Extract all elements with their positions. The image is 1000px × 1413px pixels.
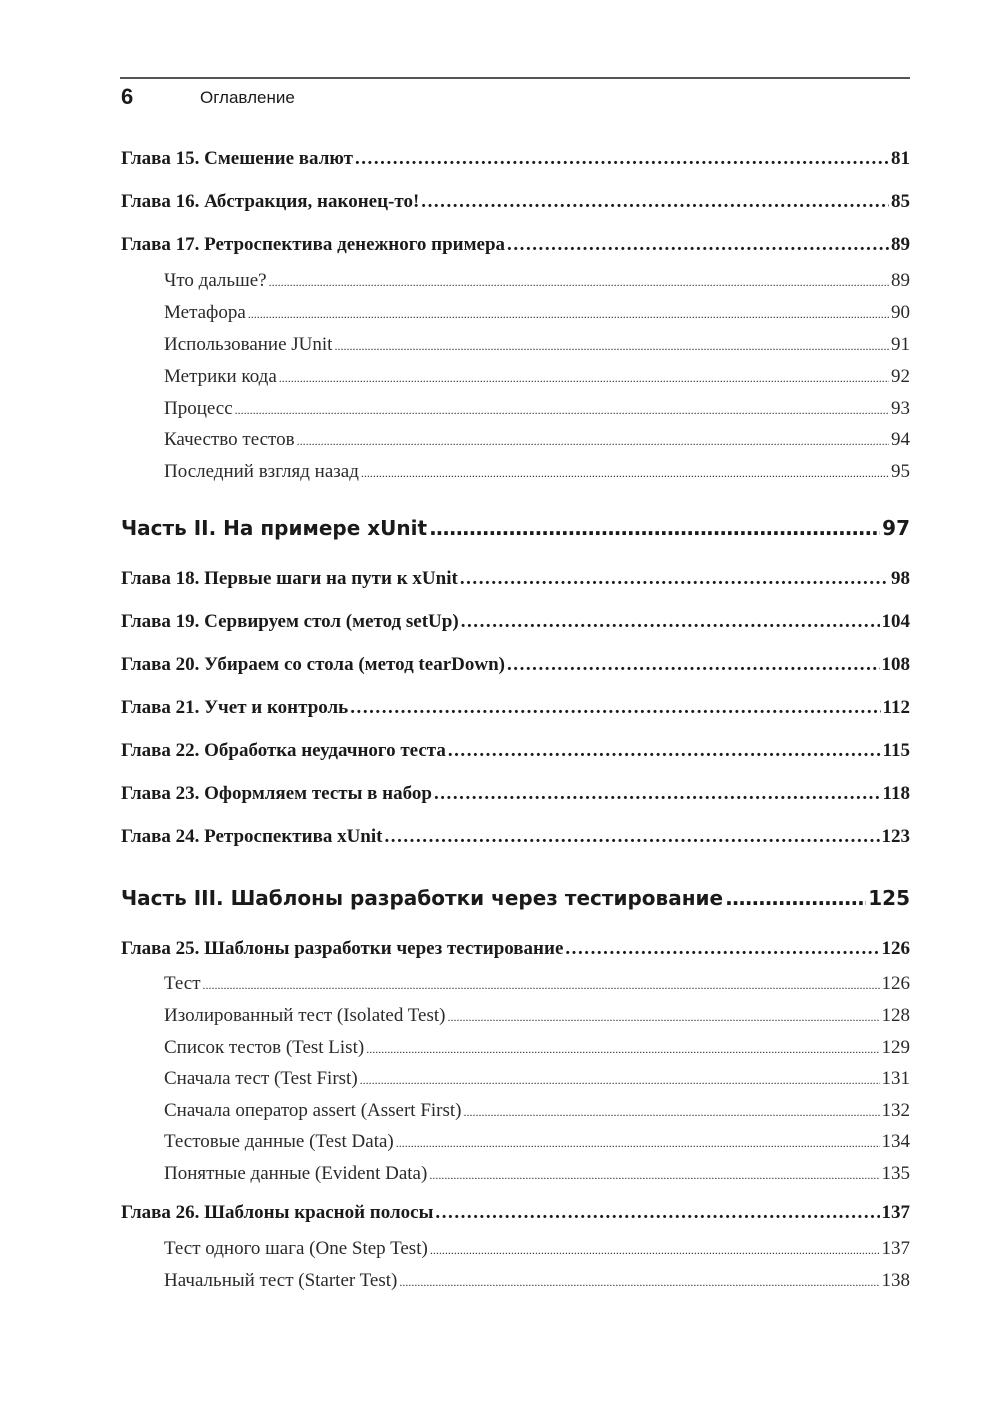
dot-leader [248,307,889,322]
toc-section-entry [121,1100,910,1122]
toc-entry-title: Метафора [164,302,246,323]
toc-section-entry [121,398,910,420]
toc-entry-title: Глава 19. Сервируем стол (метод setUp) [121,611,459,632]
toc-entry-page-number: 129 [881,1037,910,1058]
toc-entry-title: Часть II. На примере xUnit [121,516,428,540]
toc-entry-page-number: 91 [891,334,910,355]
toc-entry-title: Качество тестов [164,429,295,450]
toc-entry-page-number: 97 [882,516,910,540]
toc-entry-page-number: 108 [881,654,910,675]
toc-entry-title: Глава 25. Шаблоны разработки через тестирование [121,938,564,959]
toc-chapter-entry [121,568,910,590]
toc-entry-page-number: 126 [881,938,910,959]
toc-entry-page-number: 126 [881,973,910,994]
toc-chapter-entry [121,1202,910,1224]
toc-section-entry [121,1037,910,1059]
toc-entry-title: Глава 16. Абстракция, наконец-то! [121,191,420,212]
toc-chapter-entry [121,938,910,960]
toc-entry-title: Глава 21. Учет и контроль [121,697,349,718]
toc-section-entry [121,1068,910,1090]
dot-leader [448,740,881,762]
toc-entry-title: Тест [164,973,201,994]
toc-entry-page-number: 138 [881,1270,910,1291]
toc-entry-page-number: 137 [881,1238,910,1259]
dot-leader [279,371,889,386]
toc-entry-page-number: 98 [891,568,910,589]
toc-chapter-entry [121,783,910,805]
toc-entry-title: Глава 15. Смешение валют [121,148,353,169]
toc-section-entry [121,334,910,356]
toc-entry-page-number: 125 [868,886,910,910]
toc-section-entry [121,270,910,292]
dot-leader [269,275,889,290]
toc-section-entry [121,973,910,995]
dot-leader [384,826,879,848]
toc-entry-page-number: 132 [881,1100,910,1121]
toc-entry-page-number: 85 [891,191,910,212]
dot-leader [297,434,889,449]
toc-entry-title: Использование JUnit [164,334,333,355]
toc-chapter-entry [121,191,910,213]
dot-leader [421,191,889,213]
toc-entry-title: Глава 26. Шаблоны красной полосы [121,1202,434,1223]
toc-chapter-entry [121,611,910,633]
toc-entry-title: Глава 24. Ретроспектива xUnit [121,826,383,847]
dot-leader [366,1042,879,1057]
toc-entry-page-number: 137 [881,1202,910,1223]
toc-part-entry [121,516,910,540]
toc-chapter-entry [121,234,910,256]
dot-leader [203,978,880,993]
toc-section-entry [121,461,910,483]
toc-entry-page-number: 115 [882,740,910,761]
toc-entry-title: Понятные данные (Evident Data) [164,1163,428,1184]
dot-leader [725,886,866,910]
dot-leader [361,466,889,481]
toc-entry-page-number: 118 [882,783,910,804]
toc-entry-title: Начальный тест (Starter Test) [164,1270,398,1291]
toc-entry-title: Изолированный тест (Isolated Test) [164,1005,446,1026]
toc-entry-title: Тестовые данные (Test Data) [164,1131,394,1152]
toc-section-entry [121,429,910,451]
toc-entry-page-number: 123 [881,826,910,847]
dot-leader [334,339,889,354]
header-rule [120,77,910,79]
dot-leader [434,783,881,805]
dot-leader [396,1136,880,1151]
toc-chapter-entry [121,740,910,762]
toc-entry-page-number: 89 [891,270,910,291]
toc-section-entry [121,1131,910,1153]
toc-part-entry [121,886,910,910]
dot-leader [399,1275,879,1290]
toc-chapter-entry [121,826,910,848]
dot-leader [435,1202,879,1224]
toc-entry-title: Сначала оператор assert (Assert First) [164,1100,462,1121]
toc-chapter-entry [121,148,910,170]
toc-entry-title: Глава 20. Убираем со стола (метод tearDown) [121,654,505,675]
toc-entry-page-number: 95 [891,461,910,482]
dot-leader [447,1010,879,1025]
toc-section-entry [121,1238,910,1260]
toc-entry-page-number: 89 [891,234,910,255]
toc-entry-page-number: 93 [891,398,910,419]
toc-chapter-entry [121,654,910,676]
dot-leader [460,568,889,590]
dot-leader [429,1168,879,1183]
toc-section-entry [121,1270,910,1292]
toc-entry-page-number: 131 [881,1068,910,1089]
toc-entry-title: Часть III. Шаблоны разработки через тестирование [121,886,724,910]
dot-leader [461,611,880,633]
toc-entry-title: Глава 22. Обработка неудачного теста [121,740,446,761]
toc-entry-title: Список тестов (Test List) [164,1037,365,1058]
toc-entry-page-number: 94 [891,429,910,450]
dot-leader [507,234,889,256]
toc-section-entry [121,366,910,388]
toc-chapter-entry [121,697,910,719]
dot-leader [464,1105,880,1120]
dot-leader [430,1243,880,1258]
toc-entry-page-number: 81 [891,148,910,169]
toc-section-entry [121,302,910,324]
toc-entry-page-number: 90 [891,302,910,323]
dot-leader [565,938,879,960]
toc-entry-title: Процесс [164,398,233,419]
toc-entry-title: Последний взгляд назад [164,461,359,482]
dot-leader [429,516,880,540]
toc-entry-title: Глава 17. Ретроспектива денежного примера [121,234,506,255]
toc-entry-page-number: 128 [881,1005,910,1026]
toc-entry-title: Сначала тест (Test First) [164,1068,358,1089]
toc-section-entry [121,1163,910,1185]
dot-leader [507,654,880,676]
toc-entry-title: Метрики кода [164,366,277,387]
toc-entry-title: Глава 23. Оформляем тесты в набор [121,783,432,804]
toc-entry-title: Тест одного шага (One Step Test) [164,1238,428,1259]
dot-leader [350,697,880,719]
toc-entry-page-number: 92 [891,366,910,387]
toc-entry-page-number: 104 [881,611,910,632]
toc-entry-page-number: 135 [881,1163,910,1184]
toc-entry-page-number: 134 [881,1131,910,1152]
page-number: 6 [121,84,134,109]
running-title: Оглавление [200,88,295,107]
toc-section-entry [121,1005,910,1027]
dot-leader [235,403,889,418]
dot-leader [360,1073,880,1088]
toc-entry-title: Что дальше? [164,270,267,291]
toc-entry-page-number: 112 [882,697,910,718]
dot-leader [355,148,889,170]
toc-entry-title: Глава 18. Первые шаги на пути к xUnit [121,568,458,589]
